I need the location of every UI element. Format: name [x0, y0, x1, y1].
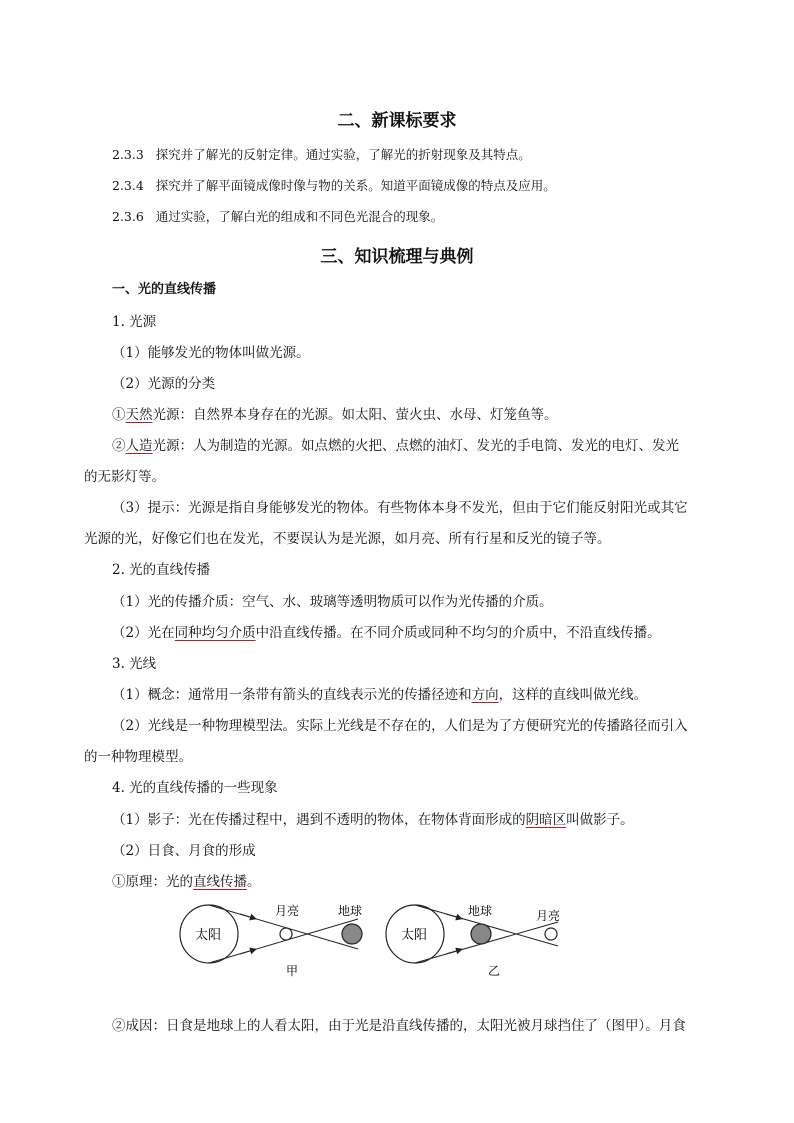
- subsection-title: 一、光的直线传播: [112, 282, 217, 297]
- figure-caption: 乙: [488, 964, 501, 978]
- text: （1）影子：光在传播过程中，遇到不透明的物体，在物体背面形成的: [112, 812, 526, 828]
- standard-code: 2.3.4: [112, 178, 144, 193]
- paragraph-line: [112, 437, 679, 455]
- lunar-eclipse-figure: [386, 903, 560, 978]
- text: 光源：自然界本身存在的光源。如太阳、萤火虫、水母、灯笼鱼等。: [152, 407, 558, 423]
- earth-label: 地球: [468, 904, 493, 918]
- sun-label: 太阳: [401, 928, 428, 943]
- standard-item: [112, 177, 556, 195]
- marker: ②: [112, 438, 126, 454]
- underlined-keyword: 方向: [471, 687, 499, 703]
- paragraph-line: 光源的光，好像它们也在发光，不要误认为是光源，如月亮、所有行星和反光的镜子等。: [84, 531, 611, 547]
- moon-label: 月亮: [536, 909, 561, 923]
- earth-circle: [471, 924, 491, 944]
- paragraph-line: （1）光的传播介质：空气、水、玻璃等透明物质可以作为光传播的介质。: [112, 594, 553, 610]
- heading-light-ray: 3. 光线: [112, 656, 157, 672]
- ray-arrow: [446, 914, 461, 919]
- paragraph-line: [112, 811, 634, 829]
- earth-circle: [342, 924, 362, 944]
- text: 。: [247, 874, 261, 890]
- ray-arrow: [240, 950, 255, 955]
- text: ①原理：光的: [112, 874, 193, 890]
- standard-text: 探究并了解光的反射定律。通过实验，了解光的折射现象及其特点。: [155, 147, 531, 162]
- paragraph-line: （3）提示：光源是指自身能够发光的物体。有些物体本身不发光，但由于它们能反射阳光或其它: [112, 500, 688, 516]
- text: （2）光在: [112, 625, 175, 641]
- text: 叫做影子。: [566, 812, 634, 828]
- heading-light-source: 1. 光源: [112, 314, 157, 330]
- underlined-keyword: 阴暗区: [525, 812, 567, 828]
- earth-label: 地球: [338, 904, 363, 918]
- moon-circle: [545, 928, 557, 940]
- paragraph-line: [112, 873, 261, 891]
- section-title-standards: 二、新课标要求: [337, 111, 457, 131]
- paragraph-line: 的一种物理模型。: [84, 749, 192, 765]
- standard-item: [112, 146, 531, 164]
- standard-code: 2.3.3: [112, 147, 144, 162]
- underlined-keyword: 同种均匀介质: [174, 625, 256, 641]
- section-title-knowledge: 三、知识梳理与典例: [320, 247, 474, 267]
- paragraph-line: ②成因：日食是地球上的人看太阳，由于光是沿直线传播的，太阳光被月球挡住了（图甲）。月食: [112, 1018, 686, 1034]
- paragraph-line: （2）日食、月食的形成: [112, 843, 256, 859]
- text: ，这样的直线叫做光线。: [498, 687, 648, 703]
- text: 光源：人为制造的光源。如点燃的火把、点燃的油灯、发光的手电筒、发光的电灯、发光: [152, 438, 679, 454]
- ray-arrow: [446, 950, 461, 955]
- underlined-keyword: 人造: [125, 438, 153, 454]
- paragraph-line: （2）光源的分类: [112, 376, 216, 392]
- underlined-keyword: 天然: [125, 407, 153, 423]
- standard-item: [112, 208, 443, 226]
- figure-caption: 甲: [286, 964, 299, 978]
- standard-code: 2.3.6: [112, 209, 144, 224]
- standard-text: 探究并了解平面镜成像时像与物的关系。知道平面镜成像的特点及应用。: [155, 178, 556, 193]
- paragraph-line: [112, 624, 661, 642]
- heading-phenomena: 4. 光的直线传播的一些现象: [112, 780, 278, 796]
- moon-label: 月亮: [275, 904, 300, 918]
- text: 中沿直线传播。在不同介质或同种不均匀的介质中，不沿直线传播。: [255, 625, 661, 641]
- paragraph-line: 的无影灯等。: [84, 469, 165, 485]
- paragraph-line: [112, 406, 558, 424]
- text: （1）概念：通常用一条带有箭头的直线表示光的传播径迹和: [112, 687, 472, 703]
- paragraph-line: （1）能够发光的物体叫做光源。: [112, 345, 310, 361]
- eclipse-diagram: [170, 898, 580, 980]
- standard-text: 通过实验，了解白光的组成和不同色光混合的现象。: [155, 209, 444, 224]
- underlined-keyword: 直线传播: [193, 874, 247, 890]
- paragraph-line: （2）光线是一种物理模型法。实际上光线是不存在的，人们是为了方便研究光的传播路径而引入: [112, 718, 688, 734]
- ray-arrow: [240, 914, 255, 919]
- sun-label: 太阳: [195, 928, 222, 943]
- heading-straight-propagation: 2. 光的直线传播: [112, 562, 211, 578]
- marker: ①: [112, 407, 126, 423]
- moon-circle: [280, 928, 292, 940]
- solar-eclipse-figure: [180, 903, 362, 978]
- paragraph-line: [112, 686, 647, 704]
